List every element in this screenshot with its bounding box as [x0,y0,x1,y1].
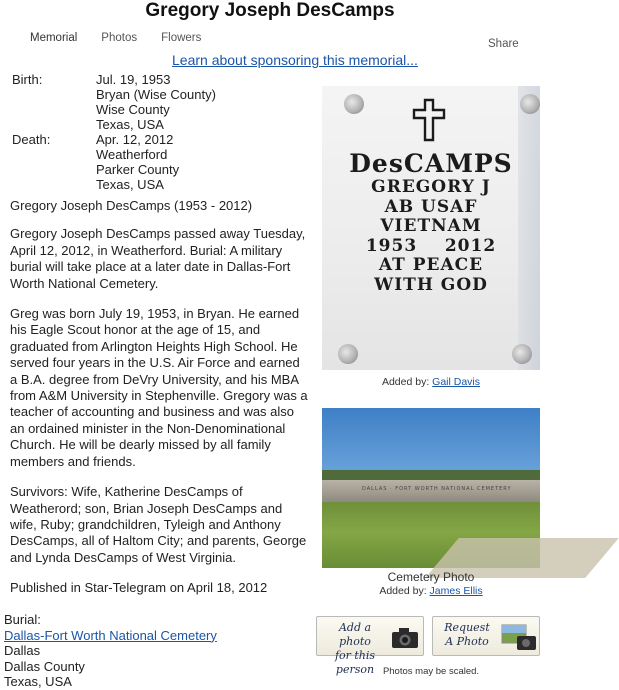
death-state: Texas, USA [96,177,164,192]
added-by-label: Added by: [381,376,430,388]
rosette-icon [338,344,358,364]
tab-photos[interactable]: Photos [101,32,138,44]
death-label: Death: [12,132,51,147]
birth-details [96,72,216,132]
birth-state: Texas, USA [96,117,164,132]
photo-caption: Cemetery Photo [387,570,475,584]
birth-label: Birth: [12,72,43,87]
inscription-line: AT PEACE [378,255,484,275]
birth-row [12,72,216,132]
headstone-inscription [322,150,540,295]
death-details [96,132,179,192]
request-photo-button[interactable] [432,616,540,656]
headstone-added-by [322,376,540,388]
cross-icon [412,98,446,142]
sponsor-memorial-link[interactable]: Learn about sponsoring this memorial... [172,52,418,68]
contributor-link[interactable]: James Ellis [429,585,483,597]
camera-icon [391,627,419,649]
rosette-icon [512,344,532,364]
inscription-line: WITH GOD [374,274,488,295]
birth-place: Bryan (Wise County) [96,87,216,102]
add-photo-button[interactable] [316,616,424,676]
added-by-label: Added by: [379,585,427,597]
death-row [12,132,216,192]
burial-label: Burial: [4,612,41,627]
bio-paragraph: Survivors: Wife, Katherine DesCamps of Weatherord; son, Brian Joseph DesCamps and wife, Ruby; grandchildren, Tyleigh and Anthony DesCamps, all of Haltom City; and parents, George and Lynda DesCamps of West Virginia. [10,484,307,565]
bio-published: Published in Star-Telegram on April 18, 2012 [10,580,268,596]
photo-camera-icon [501,624,537,652]
share-link[interactable]: Share [488,38,519,50]
inscription-line: VIETNAM [380,216,482,236]
death-place: Weatherford [96,147,168,162]
birth-county: Wise County [96,102,170,117]
bio-paragraph: Greg was born July 19, 1953, in Bryan. He earned his Eagle Scout honor at the age of 15, and graduated from Arlington Heights High School. He served four years in the U.S. Air Force and earned a B.A. degree from DeVry University, and his MBA from A&M University in Stephenville. Gregory was a teacher of accounting and business and was also an ordained minister in the Non-Denominational Church. He will be dearly missed by all family members and friends. [10,306,308,469]
biography [10,198,310,611]
bio-summary: Gregory Joseph DesCamps (1953 - 2012) [10,198,253,213]
inscription-line: 1953 2012 [365,235,497,256]
cemetery-photo-added-by [322,585,540,597]
request-photo-label: Request A Photo [444,621,490,648]
birth-date: Jul. 19, 1953 [96,72,171,87]
burial-city: Dallas [4,643,41,658]
burial-county: Dallas County [4,658,85,674]
inscription-line: DesCAMPS [349,149,513,178]
photos-scaled-note: Photos may be scaled. [382,666,480,677]
death-county: Parker County [96,162,180,177]
page-title: Gregory Joseph DesCamps [145,0,395,21]
bio-paragraph: Gregory Joseph DesCamps passed away Tuesday, April 12, 2012, in Weatherford. Burial: A military burial will take place at a later date in Dallas-Fort Worth National Cemetery. [10,226,306,291]
tab-memorial[interactable]: Memorial [30,32,78,44]
death-date: Apr. 12, 2012 [96,132,174,147]
tab-flowers[interactable]: Flowers [161,32,202,44]
add-photo-label: Add a photo for this person [334,621,376,676]
burial-state: Texas, USA [4,674,72,689]
inscription-line: GREGORY J [371,177,491,197]
headstone-photo[interactable] [322,86,540,370]
contributor-link[interactable]: Gail Davis [432,376,481,388]
cemetery-photo[interactable] [322,408,540,568]
vital-facts [12,72,216,192]
inscription-line: AB USAF [384,196,478,217]
burial-info [4,612,217,690]
memorial-tabs [30,32,225,44]
rosette-icon [344,94,364,114]
cemetery-link[interactable]: Dallas-Fort Worth National Cemetery [4,627,217,643]
rosette-icon [520,94,540,114]
wall-lettering: DALLAS · FORT WORTH NATIONAL CEMETERY [362,486,512,492]
